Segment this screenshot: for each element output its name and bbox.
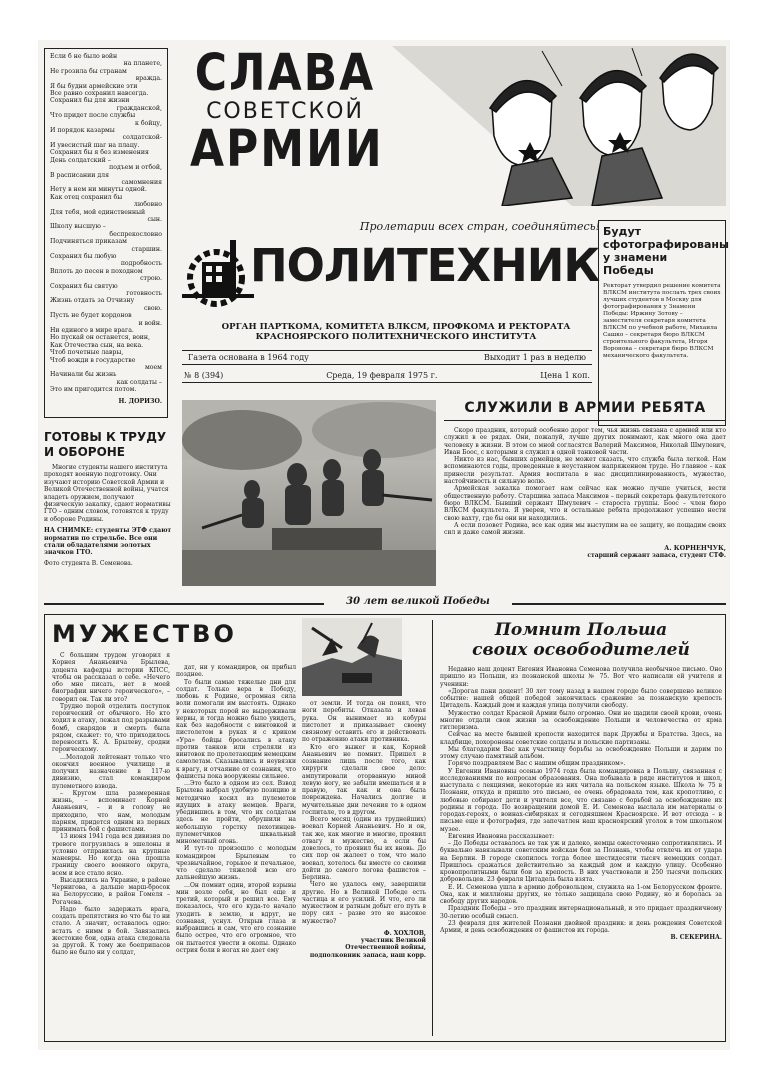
courage-para: – Кругом шла размеренная жизнь, – вспоминает Корней Ананьевич, – и в голову не приходило, что нам, молодым парням, придется одним из первых принимать бой с фашистами. — [52, 789, 170, 833]
poem-line: Что придет после службы — [50, 112, 136, 120]
slava-line3: АРМИИ — [190, 120, 384, 179]
courage-para: …Он помнит один, второй взрывы мин возле себя, но был еще и третий, который и решил все. Ему показалось, что его куда-то начало уходить в землю, и вдруг, не сознавая, уснул. Открыв глаза и выбравшись и сам, что его сознание было острее, что его огромное, что он пытается увести в окопы. Однако острия боли в ногах не дает ему — [176, 881, 296, 954]
poem-line: Но пускай он останется, воин, — [50, 334, 151, 342]
poem-line: солдатской- — [122, 134, 162, 142]
courage-para: …Молодой лейтенант только что окончил военное училище и получил назначение в 117-ю дивизию, стал командиром пулеметного взвода. — [52, 753, 170, 790]
poem-line: Не грозила бы странам — [50, 67, 127, 75]
issue-number: № 8 (394) — [184, 371, 224, 380]
masthead-title: ПОЛИТЕХНИК — [250, 239, 600, 292]
poem-line: Начинали бы жизнь — [50, 371, 117, 379]
poem-line: Для тебя, мой единственный — [50, 208, 146, 216]
army-para: Скоро праздник, который особенно дорог тем, чья жизнь связана с армией или кто служил в ее рядах. Они, пожалуй, лучше других понимают, как много она дает человеку в жизни. В этом со мной согласятся Валерий Максимов, Николай Шмулевич, Иван Боос, с которыми я служил в одной танковой части. — [444, 427, 726, 456]
issue-price: Цена 1 коп. — [540, 371, 590, 380]
victory-banner — [44, 596, 726, 612]
soldiers-illustration — [392, 46, 726, 206]
notice-text: Ректорат утвердил решение комитета ВЛКСМ института послать трех своих лучших студентов в Москву для фотографирования у Знамени Победы: Иржину Зотову – заместителя секретаря комитета ВЛКСМ по учебной работе, Михаила Сашко – секретаря бюро ВЛКСМ строительного факультета, Игоря Воронова – секретаря бюро ВЛКСМ механического факультета. — [603, 283, 721, 359]
poland-title-1: Помнит Польша — [494, 620, 668, 640]
poland-author: В. СЕКЕРИНА. — [670, 934, 722, 942]
poem-line: подъем и отбой, — [109, 164, 162, 172]
slava-line1: СЛАВА — [194, 44, 376, 103]
courage-para: Высадились на Украине, в районе Чернигова, а дальше марш-бросок на Белоруссию, в район Гомеля – Рогачева. — [52, 876, 170, 906]
courage-para: от земли. И тогда он понял, что ноги перебиты. Отказала и левая рука. Он вынимает из кобуры пистолет и приказывает своему связному оставить его и действовать по отражению атаки противника. — [302, 700, 426, 744]
poem-line: на планете, — [123, 60, 162, 68]
army-author: А. КОРНЕНЧУК, — [664, 544, 726, 553]
poland-para: Горячо поздравляем Вас с нашим общим праздником». — [448, 760, 626, 768]
poem-line: строю. — [140, 275, 162, 283]
army-para: Никто из нас, бывших армейцев, не может сказать, что служба была легкой. Нам вспоминаются годы, проведенные в неустанном напряженном труде. Но главное – как принесли результат. Армия воспитала в нас дисциплинированность, мужество, настойчивость и сильную волю. — [444, 456, 726, 486]
courage-para: С большим трудом уговорил я Корнея Ананьевича Брылева, доцента кафедры истории КПСС, чтобы он рассказал о себе. «Нечего обо мне писать, нет в моей биографии ничего героического», – говорил он. Так ли это? — [52, 652, 170, 703]
organ-line2: КРАСНОЯРСКОГО ПОЛИТЕХНИЧЕСКОГО ИНСТИТУТА — [255, 332, 537, 342]
gto-title — [44, 430, 172, 460]
victory-banner-notice — [598, 220, 729, 426]
courage-para: дат, ни у командиров, он прибыл позднее. — [176, 664, 296, 679]
courage-author: Ф. ХОХЛОВ, — [383, 929, 426, 937]
notice-title-3: у знамени Победы — [603, 251, 668, 277]
poem-line: старшин. — [131, 245, 162, 253]
poem-line: Если б не было войн — [50, 53, 118, 60]
poem-line: Школу высшую – — [50, 223, 106, 231]
slava-line2: СОВЕТСКОЙ — [206, 99, 364, 124]
poem-line: Все равно сохранил навсегда. — [50, 90, 149, 98]
masthead-issue-row — [182, 369, 592, 383]
courage-column-2 — [176, 664, 296, 1036]
poland-para: – До Победы оставалось не так уж и далеко, немцы ожесточенно сопротивлялись. И буквально навязывали советским войскам бои за Познань, чтобы отвлечь их от удара на Берлин. В городе скопилось тогда более шестидесяти тысяч немецких солдат. Пришлось сражаться действительно за каждый дом и каждую улицу. Особенно кровопролитными были бои за крепость. В них участвовали и 250 тысячи польских добровольцев. 23 февраля Цитадель была взята. — [440, 840, 722, 884]
gto-article — [44, 430, 172, 567]
poem-line: и войн. — [138, 319, 162, 327]
poem-line: Подчиняться приказам — [50, 238, 127, 246]
poem-line: Ни единого в мире врага. — [50, 327, 134, 335]
poland-para: Евгения Ивановна рассказывает: — [448, 832, 555, 840]
poem-line: День солдатский – — [50, 156, 111, 164]
poem-line: Сохранил бы я без изменения — [50, 149, 149, 157]
poland-text — [440, 666, 722, 1036]
notice-title — [603, 225, 729, 277]
poland-para: Недавно наш доцент Евгения Ивановна Семенова получила необычное письмо. Оно пришло из Польши, из познанской школы № 75. Вот что написали ей учителя и ученики: — [440, 666, 722, 688]
poem-line: свою. — [143, 304, 162, 312]
poem-line: И порядок казармы — [50, 127, 115, 135]
banner-rule-right — [512, 603, 726, 605]
courage-para: Трудно порой отделить поступок героический от обычного. Но кто ходил в атаку, лежал под разрывами бомб, снарядов и смерть была рядом, скажет: то, что приходилось переносить К. А. Брылеву, сродни героическому. — [52, 702, 170, 754]
army-para: Армейская закалка помогает нам сейчас как можно лучше учиться, вести общественную работу. Старшина запаса Максимов – первый секретарь факультетского бюро ВЛКСМ. Бывший сержант Шмулевич – староста группы. Боос – член бюро ВЛКСМ факультета. Я уверен, что и остальные ребята продолжают успешно нести свою вахту, где бы они ни находились. — [444, 485, 726, 522]
courage-title: МУЖЕСТВО — [52, 620, 237, 648]
poem-line: подробность — [120, 260, 162, 268]
poem-line: сын. — [147, 215, 162, 223]
slava-headline — [190, 44, 384, 200]
courage-para: Чего не удалось ему, завершили другие. Но в Великой Победе есть частица и его усилий. И что, его ли мужеством и ратным добыт его путь в пору сил – разве это не высокое мужество? — [302, 881, 426, 925]
gear-logo-icon — [182, 232, 254, 318]
army-author-title: старший сержант запаса, студент СТФ. — [587, 552, 726, 560]
poem-line: Я бы будни армейские эти — [50, 82, 138, 90]
poem-line: И увесистый шаг на плацу. — [50, 141, 140, 149]
courage-column-1 — [52, 652, 170, 1036]
poland-para: Сейчас на месте бывшей крепости находится парк Дружбы и Братства. Здесь, на кладбище, похоронены советские солдаты и польские партизаны. — [440, 731, 722, 746]
poland-para: «Дорогая пани доцент! 30 лет тому назад в нашем городе было совершено великое событие: нашей общей победой закончилась сражение за познанскую крепость Цитадель. Каждый дом и каждая улица получили свободу. — [440, 687, 722, 710]
gto-photo-credit: Фото студента В. Семенова. — [44, 559, 133, 567]
gto-title-1: ГОТОВЫ К ТРУДУ — [44, 430, 167, 444]
courage-column-3 — [302, 700, 426, 1036]
poem-author: Н. ДОРИЗО. — [118, 397, 162, 405]
poem-line: вражда. — [135, 75, 162, 83]
poland-para: Праздник Победы – это праздник интернациональный, и это придает праздничному 30-летию особый смысл. — [440, 905, 722, 920]
poem-line: Жизнь отдать за Отчизну — [50, 297, 135, 305]
poem-line: Сохранил бы для жизни — [50, 97, 130, 105]
poem-box — [44, 48, 168, 418]
organ-line1: ОРГАН ПАРТКОМА, КОМИТЕТА ВЛКСМ, ПРОФКОМА И РЕКТОРАТА — [221, 322, 571, 332]
poem-line: гражданской, — [116, 104, 162, 112]
courage-para: 13 июня 1941 года вся дивизия по тревоге погрузилась в эшелоны и условно отправилась на крупные маневры. Но когда она прошла границу своего военного округа, всем и все стало ясно. — [52, 833, 170, 877]
courage-para: …Это было в одном из сел. Взвод Брылева выбрал удобную позицию и методично косил из пулеметов идущих в атаку немцев. Враги, убедившись в том, что их солдатам здесь не пройти, обрушили на небольшую горстку пехотинцев-пулеметчиков шквальный минометный огонь. — [176, 780, 296, 845]
poem-line: Сохранил бы любую — [50, 252, 117, 260]
gto-caption: НА СНИМКЕ: студенты ЭТФ сдают норматив по стрельбе. Все они стали обладателями золотых значков ГТО. — [44, 527, 172, 557]
issue-date: Среда, 19 февраля 1975 г. — [326, 371, 438, 380]
poem-line: любовно — [133, 201, 162, 209]
poem-line: готовность — [126, 290, 162, 297]
gto-title-2: И ОБОРОНЕ — [44, 445, 126, 459]
poem-line: Это им пригодится потом. — [50, 386, 137, 394]
poem-line: Чтоб почетные лавры, — [50, 349, 124, 357]
poem-line: Нету в нем ни минуты одной. — [50, 186, 147, 194]
poem-line: к бойцу, — [135, 119, 162, 127]
masthead-founded-row — [182, 350, 592, 365]
frequency-text: Выходит 1 раз в неделю — [483, 353, 586, 362]
masthead-organ — [206, 322, 586, 342]
battle-sketch-illustration — [302, 618, 402, 696]
army-para: А если позовет Родина, все как один мы выступим на ее защиту, не пощадим своих сил и даже самой жизни. — [444, 521, 726, 537]
poem-line: беспрекословно — [109, 230, 162, 238]
column-separator — [432, 620, 433, 1036]
shooting-practice-photo — [182, 400, 436, 586]
poem-line: Чтоб вожди в государстве — [50, 356, 136, 364]
poland-para: 23 февраля для жителей Познани двойной праздник: и день рождения Советской Армии, и день освобождения от фашистов их города. — [440, 919, 722, 934]
courage-para: Надо было задержать врага, создать препятствия во что бы то ни стало. А значит, оставалось одно: встать с нимм в бой. Завязались жестокие бои, одна атака следовала за другой. К тому же боеприпасов было не было ни у солдат, — [52, 905, 170, 957]
courage-para: Кто его выжег и как, Корней Ананьевич не помнит. Пришел в сознание лишь после того, как хирурги сделали свое дело: ампутировали оторванную миной левую ногу, не забыли вмешаться и в правую, так как и она была повреждена. Начались долгие и мучительные дни лечения то в одном госпитале, то в другом. — [302, 743, 426, 816]
poem-line: самомнения — [121, 178, 162, 186]
banner-label: 30 лет великой Победы — [346, 596, 490, 607]
poland-para: Е. И. Семенова ушла в армию добровольцем, служила на 1-ом Белорусском фронте. Она, как и миллионы других, не только защищала свою Родину, но и боролась за свободу других народов. — [440, 883, 722, 905]
army-title: СЛУЖИЛИ В АРМИИ РЕБЯТА — [444, 400, 726, 421]
poem-line: моем — [144, 364, 162, 372]
poem-line: Как Отечества сын, на века. — [50, 341, 144, 349]
courage-para: Всего месяц (один из труднейших) воевал Корней Ананьевич. Но и он, так же, как многие и многие, проявил отвагу и мужество, а если бы довелось, то проявил бы их вновь. До сих пор он жалеет о том, что мало воевал, хотелось бы вместе со своими дойти до самого логова фашистов – Берлина. — [302, 816, 426, 881]
courage-author-title: участник Великой Отечественной войны, подполковник запаса, наш корр. — [309, 937, 426, 959]
poem-line: В расписании для — [50, 171, 110, 179]
poem-line: Пусть не будет кордонов — [50, 312, 132, 320]
poem-line: Вплоть до песен в походном — [50, 267, 143, 275]
founded-text: Газета основана в 1964 году — [188, 353, 309, 362]
poem-line: как солдаты – — [116, 378, 162, 386]
poland-para: Мужество солдат Красной Армии было огромно. Они не щадили своей крови, очень многие отдали свои жизни за освобождение Польши и человечества от ярма гитлеризма. — [440, 709, 722, 731]
courage-para: То были самые тяжелые дни для солдат. Только вера в Победу, любовь к Родине, огромная сила воли помогали им выстоять. Однако у некоторых порой не выдерживали нервы, и тогда можно было увидеть, как без надобности с винтовкой и пистолетом в руках и с криком «Ура» бойцы бросались в атаку против танков или стреляли из винтовок по пролетающим немецким самолетам. Сказывались и неувязки к врагу, и отчаяние от сознания, что фашисты пока вооружены сильнее. — [176, 678, 296, 780]
courage-para: И тут-то произошло с молодым командиром Брылевым то чрезвычайное, горькое и печальное, что сделало тяжелой всю его дальнейшую жизнь. — [176, 845, 296, 882]
poland-title-2: своих освободителей — [472, 640, 690, 660]
poem-line: Сохранил бы святую — [50, 282, 118, 290]
gto-text: Многие студенты нашего института проходят военную подготовку. Они изучают историю Советской Армии и Великой Отечественной войны, учатся владеть оружием, получают физическую закалку, сдают нормативы ГТО – одним словом, готовятся к труду и обороне Родины. — [44, 464, 171, 523]
poland-para: Мы благодарим Вас как участницу борьбы за освобождение Польши и дарим по этому случаю памятный альбом. — [440, 745, 722, 760]
banner-rule-left — [44, 603, 324, 605]
poland-title — [440, 620, 722, 660]
masthead-motto: Пролетарии всех стран, соединяйтесь! — [359, 220, 601, 233]
notice-title-2: сфотографированы — [603, 238, 729, 251]
poland-para: У Евгении Ивановны осенью 1974 года была командировка в Польшу, связанная с исследованиями по вопросам образования. Она побывала в ряде институтов и школ, выступала с лекциями, некоторые из них читала на польском языке. Школа № 75 в Познани, откуда и пришло это письмо, ее очень обрадовала тем, как кропотливо, с любовью собирают дети и учителя все, что связано с борьбой за освобождение их родины и города. По возвращении домой Е. И. Семенова выслала им материалы о городах-героях, о воинах-сибиряках и сегодняшнем Красноярске. И вот отсюда – в письме еще и фотография, где запечатлен наш красноярский уголок в том школьном музее. — [440, 767, 722, 833]
poem-line: Как отец сохранил бы — [50, 193, 123, 201]
notice-title-1: Будут — [603, 225, 641, 238]
army-article — [444, 400, 726, 586]
